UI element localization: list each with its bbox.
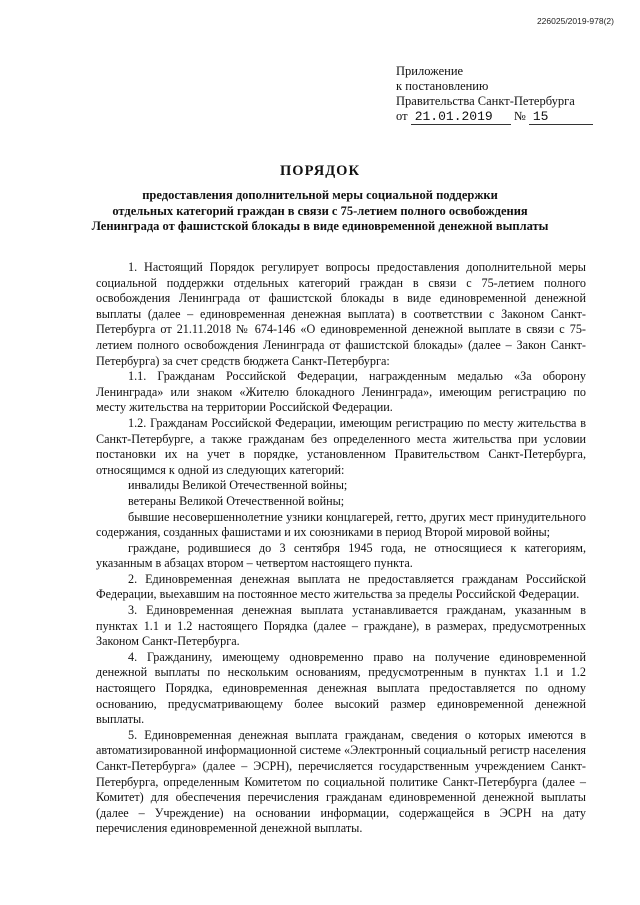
document-body bbox=[96, 260, 586, 837]
number-prefix: № bbox=[513, 109, 526, 123]
annex-line-3: Правительства Санкт-Петербурга bbox=[396, 94, 575, 108]
paragraph-2: 2. Единовременная денежная выплата не предоставляется гражданам Российской Федерации, выехавшим на постоянное место жительства за пределы Российской Федерации. bbox=[96, 571, 586, 602]
annex-block bbox=[396, 64, 593, 125]
category-item: ветераны Великой Отечественной войны; bbox=[128, 493, 345, 508]
paragraph-4: 4. Гражданину, имеющему одновременно право на получение единовременной денежной выплаты по нескольким основаниям, предусмотренным в пунктах 1.1 и 1.2 настоящего Порядка, единовременная денежная выплата предоставляется по одному основанию, предусматривающему более высокий размер единовременной денежной выплаты. bbox=[96, 649, 586, 727]
title-subtitle bbox=[0, 188, 640, 235]
document-code: 226025/2019-978(2) bbox=[536, 16, 614, 26]
annex-line-2: к постановлению bbox=[396, 79, 489, 93]
category-item: бывшие несовершеннолетние узники концлагерей, гетто, других мест принудительного содержания, созданных фашистами и их союзниками в период Второй мировой войны; bbox=[96, 509, 586, 540]
date-prefix: от bbox=[396, 109, 408, 123]
paragraph-3: 3. Единовременная денежная выплата устанавливается гражданам, указанным в пунктах 1.1 и 1.2 настоящего Порядка (далее – граждане), в размерах, предусмотренных Законом Санкт-Петербурга. bbox=[96, 603, 586, 649]
title-heading: ПОРЯДОК bbox=[280, 163, 360, 179]
decree-date: 21.01.2019 bbox=[411, 110, 511, 125]
paragraph-1-1: 1.1. Гражданам Российской Федерации, награжденным медалью «За оборону Ленинграда» или знаком «Жителю блокадного Ленинграда», имеющим регистрацию по месту жительства на территории Российской Федерации. bbox=[96, 369, 586, 415]
paragraph-1-2: 1.2. Гражданам Российской Федерации, имеющим регистрацию по месту жительства в Санкт-Петербурге, а также гражданам без определенного места жительства при условии постановки их на учет в порядке, установленном Правительством Санкт-Петербурга, относящимся к одной из следующих категорий: bbox=[96, 415, 586, 477]
paragraph-1: 1. Настоящий Порядок регулирует вопросы предоставления дополнительной меры социальной поддержки отдельных категорий граждан в связи с 75-летием полного освобождения Ленинграда от фашистской блокады в виде единовременной денежной выплаты (далее – единовременная денежная выплата) в соответствии с Законом Санкт-Петербурга от 21.11.2018 № 674-146 «О единовременной денежной выплате в связи с 75-летием полного освобождения Ленинграда от фашистской блокады» (далее – Закон Санкт-Петербурга) за счет средств бюджета Санкт-Петербурга: bbox=[96, 260, 586, 368]
subtitle-line-1: предоставления дополнительной меры социальной поддержки bbox=[142, 188, 498, 202]
subtitle-line-3: Ленинграда от фашистской блокады в виде единовременной денежной выплаты bbox=[91, 219, 549, 233]
decree-number: 15 bbox=[529, 110, 593, 125]
subtitle-line-2: отдельных категорий граждан в связи с 75-летием полного освобождения bbox=[112, 203, 528, 218]
paragraph-5: 5. Единовременная денежная выплата гражданам, сведения о которых имеются в автоматизированной информационной системе «Электронный социальный регистр населения Санкт-Петербурга» (далее – ЭСРН), перечисляется государственным учреждением Санкт-Петербурга, определенным Комитетом по социальной политике Санкт-Петербурга (далее – Комитет) для обеспечения перечисления гражданам единовременной денежной выплаты (далее – Учреждение) на основании информации, содержащейся в ЭСРН на дату перечисления единовременной денежной выплаты. bbox=[96, 727, 586, 836]
annex-date-line bbox=[396, 109, 593, 125]
category-item: инвалиды Великой Отечественной войны; bbox=[128, 478, 348, 493]
document-title bbox=[0, 163, 640, 235]
category-item: граждане, родившиеся до 3 сентября 1945 года, не относящиеся к категориям, указанным в абзацах втором – четвертом настоящего пункта. bbox=[96, 540, 586, 571]
annex-line-1: Приложение bbox=[396, 64, 464, 78]
